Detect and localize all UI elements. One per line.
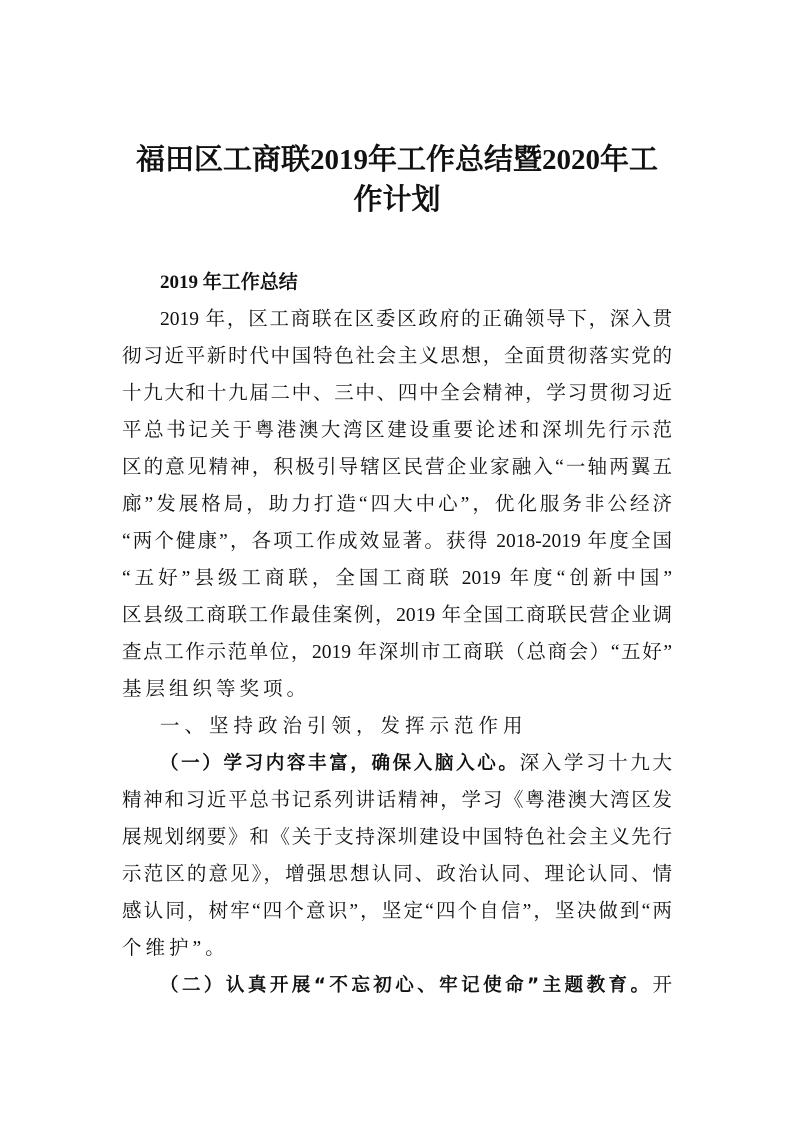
- document-title-line-2: 作计划: [353, 184, 441, 216]
- item1-first-line: [122, 745, 672, 782]
- item2-first-line: [122, 967, 672, 1004]
- paragraph-line: 十九大和十九届二中、三中、四中全会精神，学习贯彻习近: [122, 383, 672, 404]
- paragraph-line: 平总书记关于粤港澳大湾区建设重要论述和深圳先行示范: [122, 420, 672, 441]
- item2-bold-lead: （二）认真开展“不忘初心、牢记使命”主题教育。: [160, 975, 653, 996]
- item1-paragraph: [122, 782, 672, 967]
- paragraph-line: 查点工作示范单位，2019 年深圳市工商联（总商会）“五好”: [122, 642, 672, 663]
- section-heading: 2019 年工作总结: [160, 272, 298, 293]
- paragraph-line: 展规划纲要》和《关于支持深圳建设中国特色社会主义先行: [122, 827, 672, 848]
- paragraph-line: 区的意见精神，积极引导辖区民营企业家融入“一轴两翼五: [122, 457, 672, 478]
- paragraph-line: 彻习近平新时代中国特色社会主义思想，全面贯彻落实党的: [122, 346, 672, 367]
- document-title-line-1: 福田区工商联2019年工作总结暨2020年工: [135, 144, 658, 176]
- paragraph-line: 区县级工商联工作最佳案例，2019 年全国工商联民营企业调: [122, 605, 672, 626]
- summary-paragraph: [122, 301, 672, 708]
- paragraph-line: 精神和习近平总书记系列讲话精神，学习《粤港澳大湾区发: [122, 790, 672, 811]
- paragraph-line: 廊”发展格局，助力打造“四大中心”，优化服务非公经济: [122, 494, 672, 515]
- paragraph-line: “两个健康”，各项工作成效显著。获得 2018-2019 年度全国: [122, 531, 672, 552]
- paragraph-line: 个维护”。: [122, 938, 229, 959]
- paragraph-line: 2019 年，区工商联在区委区政府的正确领导下，深入贯: [160, 309, 672, 330]
- paragraph-line: 感认同，树牢“四个意识”，坚定“四个自信”，坚决做到“两: [122, 901, 672, 922]
- paragraph-line: 基层组织等奖项。: [122, 679, 311, 700]
- subheading-political-leadership: 一、坚持政治引领，发挥示范作用: [160, 716, 528, 737]
- paragraph-line: “五好”县级工商联，全国工商联 2019 年度“创新中国”: [122, 568, 672, 589]
- document-page: [122, 140, 672, 1004]
- item1-first-rest: 深入学习十九大: [519, 753, 672, 774]
- item1-bold-lead: （一）学习内容丰富，确保入脑入心。: [160, 753, 520, 774]
- item2-first-rest: 开: [652, 975, 672, 996]
- paragraph-line: 示范区的意见》，增强思想认同、政治认同、理论认同、情: [122, 864, 672, 885]
